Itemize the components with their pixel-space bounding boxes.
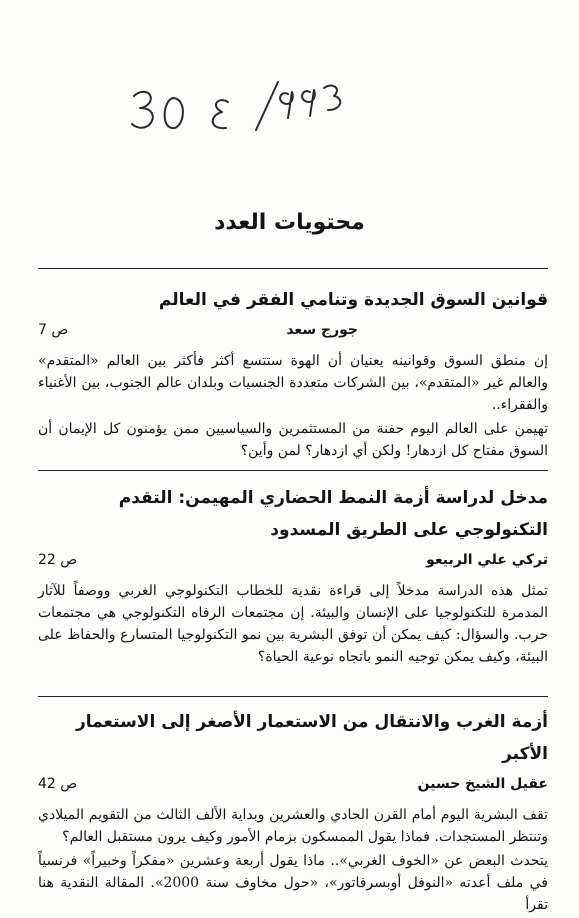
article-title: أزمة الغرب والانتقال من الاستعمار الأصغر إلى الاستعمار الأكبر [75, 712, 548, 764]
divider [38, 268, 548, 269]
article-summary [38, 350, 548, 462]
handwritten-date-note [128, 72, 348, 142]
summary-paragraph: يتحدث البعض عن «الخوف الغربي».. ماذا يقول أربعة وعشرين «مفكراً وخبيراً» فرنسياً في ملف أعدته «النوفل أوبسرفاتور»، «حول مخاوف سنة 2000». المقالة النقدية هنا تقرأ [38, 853, 548, 913]
article-meta [38, 552, 548, 568]
article-author: عقيل الشيخ حسين [417, 776, 548, 792]
article-meta [38, 322, 548, 338]
article-page: ص 42 [38, 776, 78, 792]
summary-paragraph: تمثل هذه الدراسة مدخلاً إلى قراءة نقدية للخطاب التكنولوجي الغربي ووصفاً للآثار المدمرة للتكنولوجيا على الإنسان والبيئة. إن مجتمعات الرفاه التكنولوجي هي مجتمعات حرب. والسؤال: كيف يمكن أن توفق البشرية بين نمو التكنولوجيا المتسارع والحفاظ على البيئة، وكيف يمكن توجيه النمو باتجاه نوعية الحياة؟ [38, 583, 548, 665]
article-entry-2 [38, 482, 548, 670]
article-author: جورج سعد [286, 322, 358, 338]
summary-paragraph: تقف البشرية اليوم أمام القرن الحادي والعشرين وبداية الألف الثالث من التقويم الميلادي وتنتظر المستجدات. فماذا يقول الممسكون بزمام الأمور وكيف يرون مستقبل العالم؟ [38, 807, 548, 845]
article-summary [38, 804, 548, 916]
article-page: ص 7 [38, 322, 69, 338]
article-entry-3 [38, 706, 548, 918]
summary-paragraph: تهيمن على العالم اليوم حفنة من المستثمرين والسياسيين ممن يؤمنون كل الإيمان أن السوق مفتاح كل ازدهار! ولكن أي ازدهار؟ لمن وأين؟ [38, 421, 548, 459]
article-entry-1 [38, 284, 548, 464]
article-summary [38, 580, 548, 668]
article-page: ص 22 [38, 552, 78, 568]
article-title: قوانين السوق الجديدة وتنامي الفقر في العالم [158, 290, 548, 310]
divider [38, 470, 548, 471]
summary-paragraph: إن منطق السوق وقوانينه يعنيان أن الهوة ستتسع أكثر فأكثر بين العالم «المتقدم» والعالم غير «المتقدم»، بين الشركات متعددة الجنسيات وبلدان عالم الجنوب، بين الأغنياء والفقراء.. [38, 353, 548, 413]
divider [38, 696, 548, 697]
article-author: تركي علي الربيعو [426, 552, 548, 568]
article-meta [38, 776, 548, 792]
handwritten-note-drawing [128, 72, 348, 142]
article-title: مدخل لدراسة أزمة النمط الحضاري المهيمن: التقدم التكنولوجي على الطريق المسدود [118, 488, 548, 540]
contents-heading: محتويات العدد [214, 210, 365, 235]
